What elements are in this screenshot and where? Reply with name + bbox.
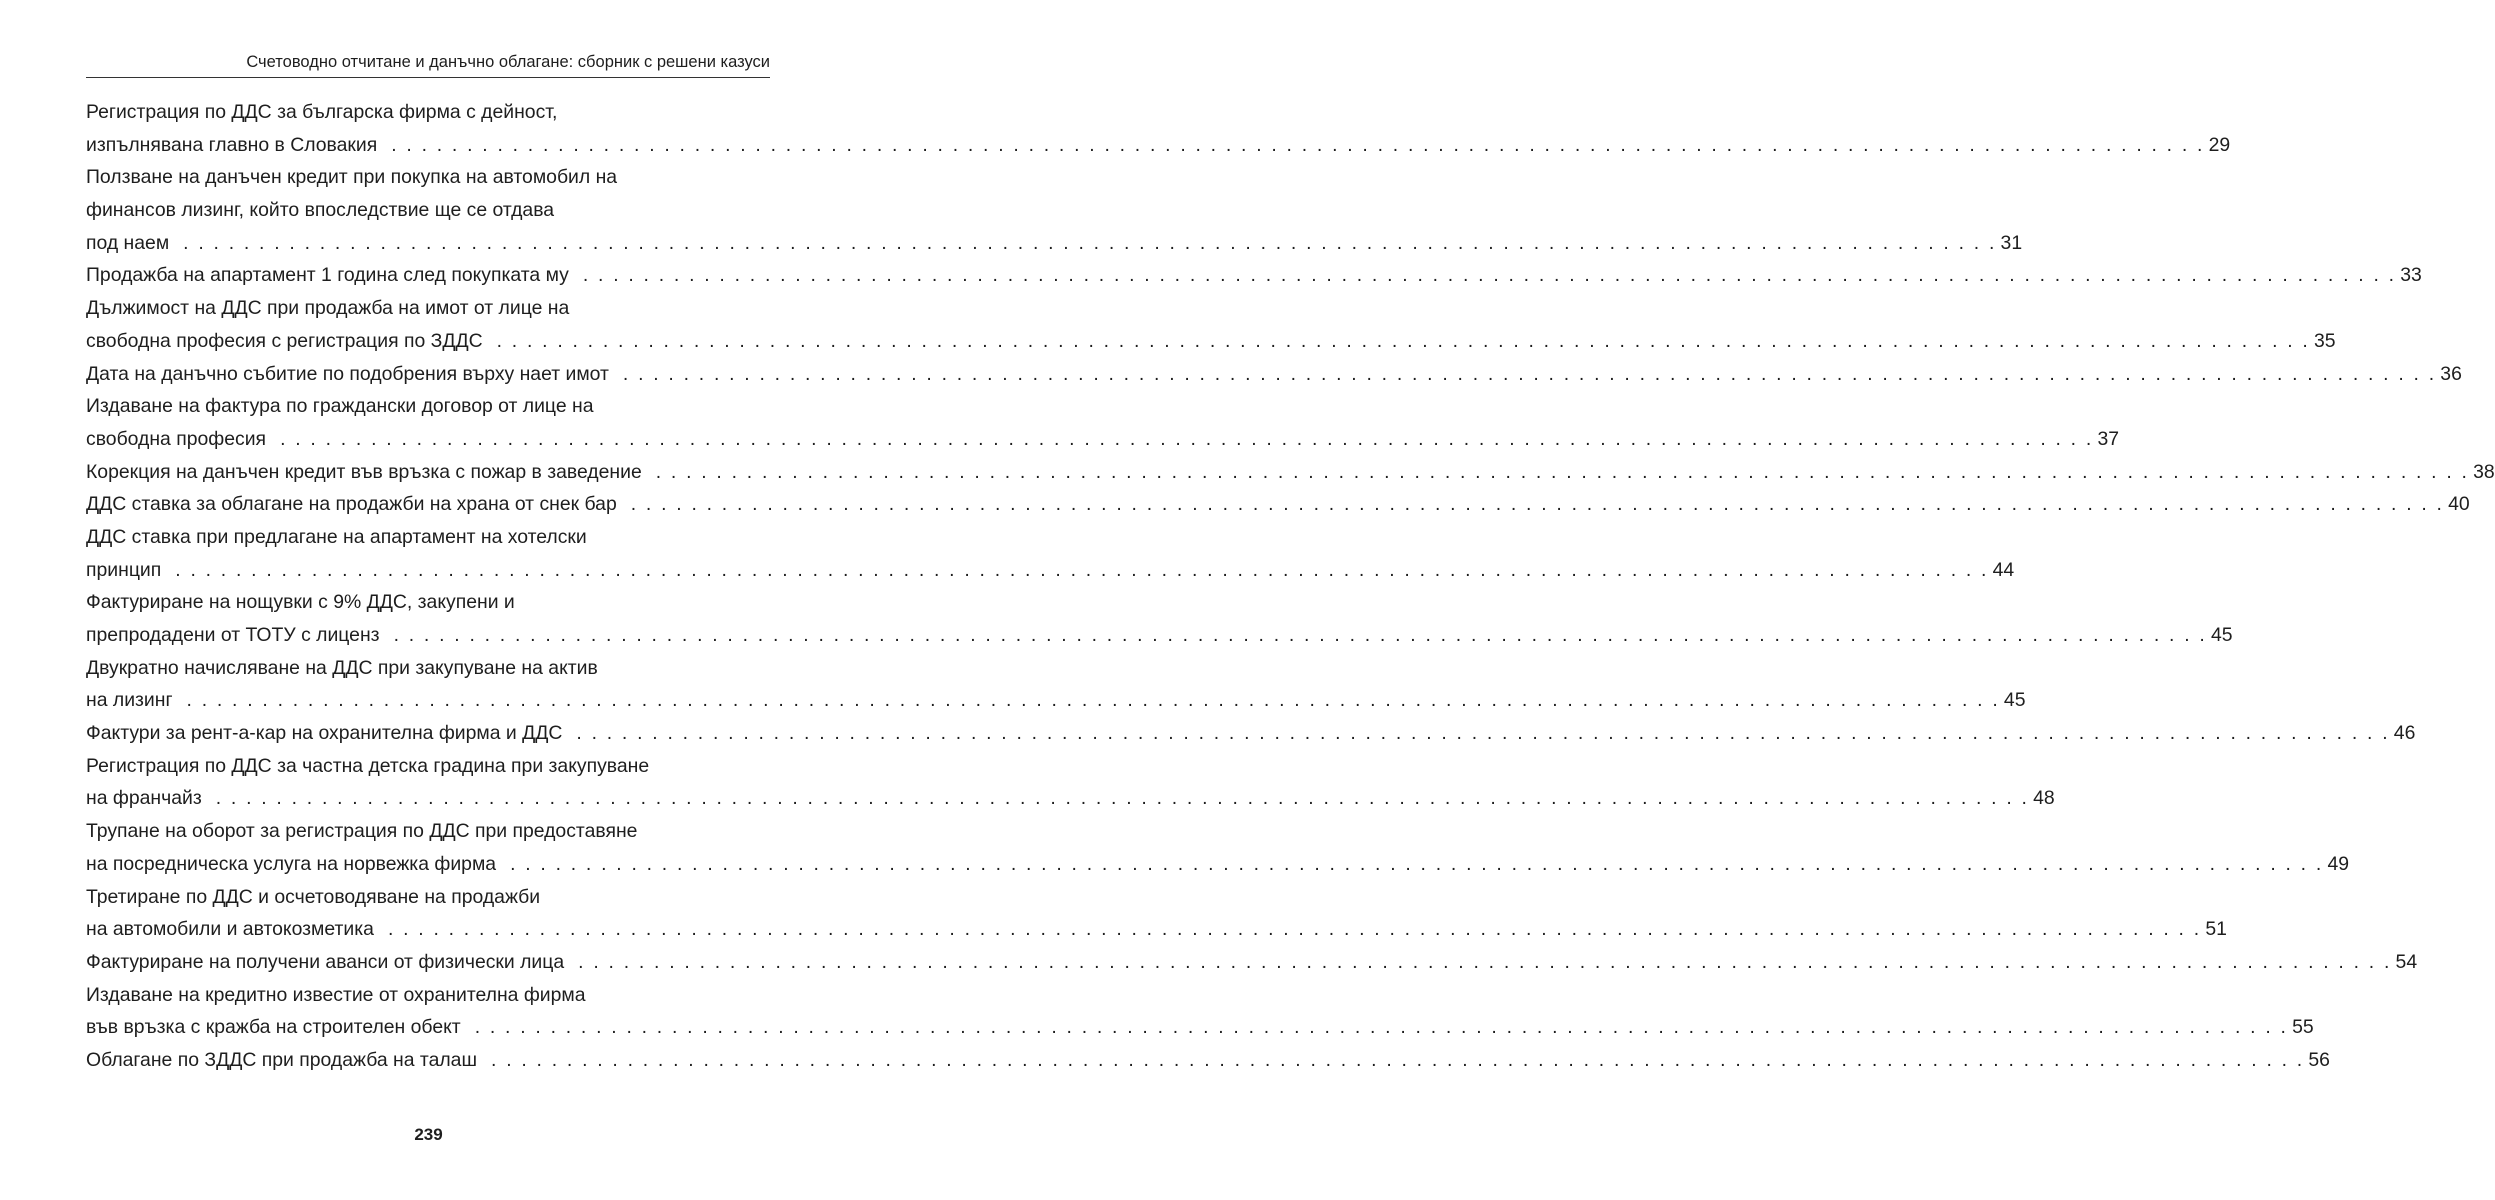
toc-page-number: 49 [2327,852,2350,875]
toc-dot-leader: . . . . . . . . . . . . . . . . . . . . . . . . . . . . . . . . . . . . . . . . . . . . . . . . . . . . . . . . . . . . . . . . . . . . . . . . . . . . . . . . . . . . . . . . . . . . . . . . . . . . . . . . . . . . . . . . . . . . . . . . [186,689,2000,712]
toc-page-number: 48 [2033,787,2055,810]
toc-entry[interactable] [86,881,2227,946]
toc-page-number: 29 [2208,133,2231,156]
toc-entry-title: Дата на данъчно събитие по подобрения върху нает имот [86,362,609,385]
toc-dot-leader: . . . . . . . . . . . . . . . . . . . . . . . . . . . . . . . . . . . . . . . . . . . . . . . . . . . . . . . . . . . . . . . . . . . . . . . . . . . . . . . . . . . . . . . . . . . . . . . . . . . . . . . . . . . . . . . . . . . . . . . . [183,231,1997,254]
page-number: 239 [414,1125,443,1144]
toc-entry-line [86,227,2023,260]
toc-entry-line [86,194,764,227]
toc-entry-line [86,358,2462,391]
toc-entry-title: Облагане по ЗДДС при продажба на талаш [86,1048,478,1071]
toc-entry-line [86,815,764,848]
toc-entry-title: свободна професия с регистрация по ЗДДС [86,329,483,352]
toc-entry-line [86,619,2233,652]
toc-entry-line [86,456,2495,489]
toc-dot-leader: . . . . . . . . . . . . . . . . . . . . . . . . . . . . . . . . . . . . . . . . . . . . . . . . . . . . . . . . . . . . . . . . . . . . . . . . . . . . . . . . . . . . . . . . . . . . . . . . . . . . . . . . . . . . . . . . . . . . . . . . [496,329,2310,352]
toc-entry-line [86,1044,2330,1077]
toc-entry-line [86,881,764,914]
toc-entry-line [86,390,764,423]
running-header: Счетоводно отчитане и данъчно облагане: сборник с решени казуси [246,53,770,71]
toc-entry-title: ДДС ставка за облагане на продажби на храна от снек бар [86,493,617,516]
toc-dot-leader: . . . . . . . . . . . . . . . . . . . . . . . . . . . . . . . . . . . . . . . . . . . . . . . . . . . . . . . . . . . . . . . . . . . . . . . . . . . . . . . . . . . . . . . . . . . . . . . . . . . . . . . . . . . . . . . . . . . . . . . . [491,1048,2305,1071]
toc-dot-leader: . . . . . . . . . . . . . . . . . . . . . . . . . . . . . . . . . . . . . . . . . . . . . . . . . . . . . . . . . . . . . . . . . . . . . . . . . . . . . . . . . . . . . . . . . . . . . . . . . . . . . . . . . . . . . . . . . . . . . . . . [393,624,2207,646]
toc-dot-leader: . . . . . . . . . . . . . . . . . . . . . . . . . . . . . . . . . . . . . . . . . . . . . . . . . . . . . . . . . . . . . . . . . . . . . . . . . . . . . . . . . . . . . . . . . . . . . . . . . . . . . . . . . . . . . . . . . . . . . . . . [578,950,2392,973]
toc-entry[interactable] [86,358,2462,391]
toc-entry-line [86,1011,2314,1044]
toc-entry-title: на автомобили и автокозметика [86,918,374,941]
toc-entry-line [86,848,2350,881]
toc-page-number: 46 [2393,722,2416,745]
toc-page-number: 55 [2292,1016,2314,1039]
toc-entry-title: Трупане на оборот за регистрация по ДДС при предоставяне [86,820,638,843]
toc-entry-title: Издаване на фактура по граждански договор от лице на [86,395,594,418]
toc-entry-title: принцип [86,558,162,581]
toc-entry[interactable] [86,979,2314,1044]
toc-entry-title: препродадени от ТОТУ с лиценз [86,624,380,646]
toc-entry-title: Фактуриране на нощувки с 9% ДДС, закупени и [86,591,515,614]
toc-page-number: 45 [2210,624,2233,646]
toc-entry-title: Двукратно начисляване на ДДС при закупуване на актив [86,656,598,679]
toc-entry[interactable] [86,292,2336,357]
toc-entry-title: под наем [86,231,170,254]
toc-entry[interactable] [86,750,2055,815]
toc-page-number: 45 [2003,689,2026,712]
toc-page-number: 31 [2000,231,2023,254]
toc-dot-leader: . . . . . . . . . . . . . . . . . . . . . . . . . . . . . . . . . . . . . . . . . . . . . . . . . . . . . . . . . . . . . . . . . . . . . . . . . . . . . . . . . . . . . . . . . . . . . . . . . . . . . . . . . . . . . . . . . . . . . . . . [582,264,2397,287]
toc-dot-leader: . . . . . . . . . . . . . . . . . . . . . . . . . . . . . . . . . . . . . . . . . . . . . . . . . . . . . . . . . . . . . . . . . . . . . . . . . . . . . . . . . . . . . . . . . . . . . . . . . . . . . . . . . . . . . . . . . . . . . . . . [630,493,2445,516]
toc-dot-leader: . . . . . . . . . . . . . . . . . . . . . . . . . . . . . . . . . . . . . . . . . . . . . . . . . . . . . . . . . . . . . . . . . . . . . . . . . . . . . . . . . . . . . . . . . . . . . . . . . . . . . . . . . . . . . . . . . . . . . . . . [576,722,2390,745]
toc-entry-line [86,979,764,1012]
toc-entry-line [86,521,764,554]
toc-dot-leader: . . . . . . . . . . . . . . . . . . . . . . . . . . . . . . . . . . . . . . . . . . . . . . . . . . . . . . . . . . . . . . . . . . . . . . . . . . . . . . . . . . . . . . . . . . . . . . . . . . . . . . . . . . . . . . . . . . . . . . . . [387,918,2202,941]
toc-entry-title: Корекция на данъчен кредит във връзка с пожар в заведение [86,460,642,483]
toc-entry-title: Фактуриране на получени аванси от физически лица [86,950,565,973]
toc-entry-title: Ползване на данъчен кредит при покупка на автомобил на [86,166,618,189]
toc-entry[interactable] [86,1044,2330,1077]
toc-entry-line [86,259,2422,292]
toc-entry-line [86,717,2416,750]
toc-page-number: 33 [2400,264,2422,287]
toc-entry[interactable] [86,96,2231,161]
toc-entry-title: във връзка с кражба на строителен обект [86,1016,461,1039]
toc-entry[interactable] [86,390,2120,455]
toc-entry-title: на франчайз [86,787,202,810]
toc-entry-line [86,586,764,619]
toc-entry-line [86,325,2336,358]
toc-entry-line [86,292,764,325]
table-of-contents [86,96,2495,1077]
toc-entry-title: Регистрация по ДДС за българска фирма с дейност, [86,101,558,123]
toc-entry-title: Продажба на апартамент 1 година след покупката му [86,264,569,287]
toc-entry-line [86,913,2227,946]
toc-entry-line [86,946,2418,979]
toc-entry-title: изпълнявана главно в Словакия [86,133,378,156]
toc-entry[interactable] [86,717,2416,750]
toc-dot-leader: . . . . . . . . . . . . . . . . . . . . . . . . . . . . . . . . . . . . . . . . . . . . . . . . . . . . . . . . . . . . . . . . . . . . . . . . . . . . . . . . . . . . . . . . . . . . . . . . . . . . . . . . . . . . . . . . . . . . . . . . [622,362,2437,385]
toc-entry-title: на лизинг [86,689,173,712]
toc-entry-line [86,96,764,129]
toc-entry[interactable] [86,488,2470,521]
toc-entry-title: Дължимост на ДДС при продажба на имот от лице на [86,297,570,320]
toc-entry-title: Фактури за рент-а-кар на охранителна фирма и ДДС [86,722,563,745]
toc-entry[interactable] [86,521,2015,586]
toc-entry-line [86,652,764,685]
toc-entry-title: Регистрация по ДДС за частна детска градина при закупуване [86,754,650,777]
toc-entry[interactable] [86,652,2026,717]
toc-entry-title: на посредническа услуга на норвежка фирма [86,852,497,875]
toc-page-number: 35 [2314,329,2336,352]
toc-entry-line [86,161,764,194]
toc-entry-line [86,423,2120,456]
toc-entry[interactable] [86,161,2023,259]
toc-page-number: 38 [2473,460,2495,483]
toc-page-number: 40 [2448,493,2470,516]
toc-page-number: 37 [2097,427,2120,450]
toc-entry-line [86,782,2055,815]
toc-entry[interactable] [86,815,2350,880]
toc-entry[interactable] [86,586,2233,651]
toc-dot-leader: . . . . . . . . . . . . . . . . . . . . . . . . . . . . . . . . . . . . . . . . . . . . . . . . . . . . . . . . . . . . . . . . . . . . . . . . . . . . . . . . . . . . . . . . . . . . . . . . . . . . . . . . . . . . . . . . . . . . . . . . [655,460,2470,483]
toc-entry[interactable] [86,456,2495,489]
toc-dot-leader: . . . . . . . . . . . . . . . . . . . . . . . . . . . . . . . . . . . . . . . . . . . . . . . . . . . . . . . . . . . . . . . . . . . . . . . . . . . . . . . . . . . . . . . . . . . . . . . . . . . . . . . . . . . . . . . . . . . . . . . . [474,1016,2289,1039]
toc-page-number: 51 [2205,918,2227,941]
toc-entry-title: Третиране по ДДС и осчетоводяване на продажби [86,885,541,908]
toc-entry-line [86,750,764,783]
toc-entry-line [86,554,2015,587]
toc-entry-title: Издаване на кредитно известие от охранителна фирма [86,983,586,1006]
toc-dot-leader: . . . . . . . . . . . . . . . . . . . . . . . . . . . . . . . . . . . . . . . . . . . . . . . . . . . . . . . . . . . . . . . . . . . . . . . . . . . . . . . . . . . . . . . . . . . . . . . . . . . . . . . . . . . . . . . . . . . . . . . . [280,427,2094,450]
header-divider [86,77,770,78]
toc-page-number: 56 [2308,1048,2330,1071]
toc-dot-leader: . . . . . . . . . . . . . . . . . . . . . . . . . . . . . . . . . . . . . . . . . . . . . . . . . . . . . . . . . . . . . . . . . . . . . . . . . . . . . . . . . . . . . . . . . . . . . . . . . . . . . . . . . . . . . . . . . . . . . . . . [215,787,2030,810]
toc-entry[interactable] [86,946,2418,979]
toc-entry-title: финансов лизинг, който впоследствие ще се отдава [86,199,555,222]
toc-entry-line [86,684,2026,717]
toc-page-number: 44 [1992,558,2015,581]
toc-entry-line [86,129,2231,162]
toc-entry-line [86,488,2470,521]
toc-entry-title: свободна професия [86,427,267,450]
toc-dot-leader: . . . . . . . . . . . . . . . . . . . . . . . . . . . . . . . . . . . . . . . . . . . . . . . . . . . . . . . . . . . . . . . . . . . . . . . . . . . . . . . . . . . . . . . . . . . . . . . . . . . . . . . . . . . . . . . . . . . . . . . . [175,558,1989,581]
toc-entry-title: ДДС ставка при предлагане на апартамент на хотелски [86,525,587,548]
toc-dot-leader: . . . . . . . . . . . . . . . . . . . . . . . . . . . . . . . . . . . . . . . . . . . . . . . . . . . . . . . . . . . . . . . . . . . . . . . . . . . . . . . . . . . . . . . . . . . . . . . . . . . . . . . . . . . . . . . . . . . . . . . . [510,852,2324,875]
toc-page-number: 54 [2395,950,2418,973]
toc-dot-leader: . . . . . . . . . . . . . . . . . . . . . . . . . . . . . . . . . . . . . . . . . . . . . . . . . . . . . . . . . . . . . . . . . . . . . . . . . . . . . . . . . . . . . . . . . . . . . . . . . . . . . . . . . . . . . . . . . . . . . . . . [391,133,2205,156]
toc-entry[interactable] [86,259,2422,292]
toc-page-number: 36 [2440,362,2462,385]
